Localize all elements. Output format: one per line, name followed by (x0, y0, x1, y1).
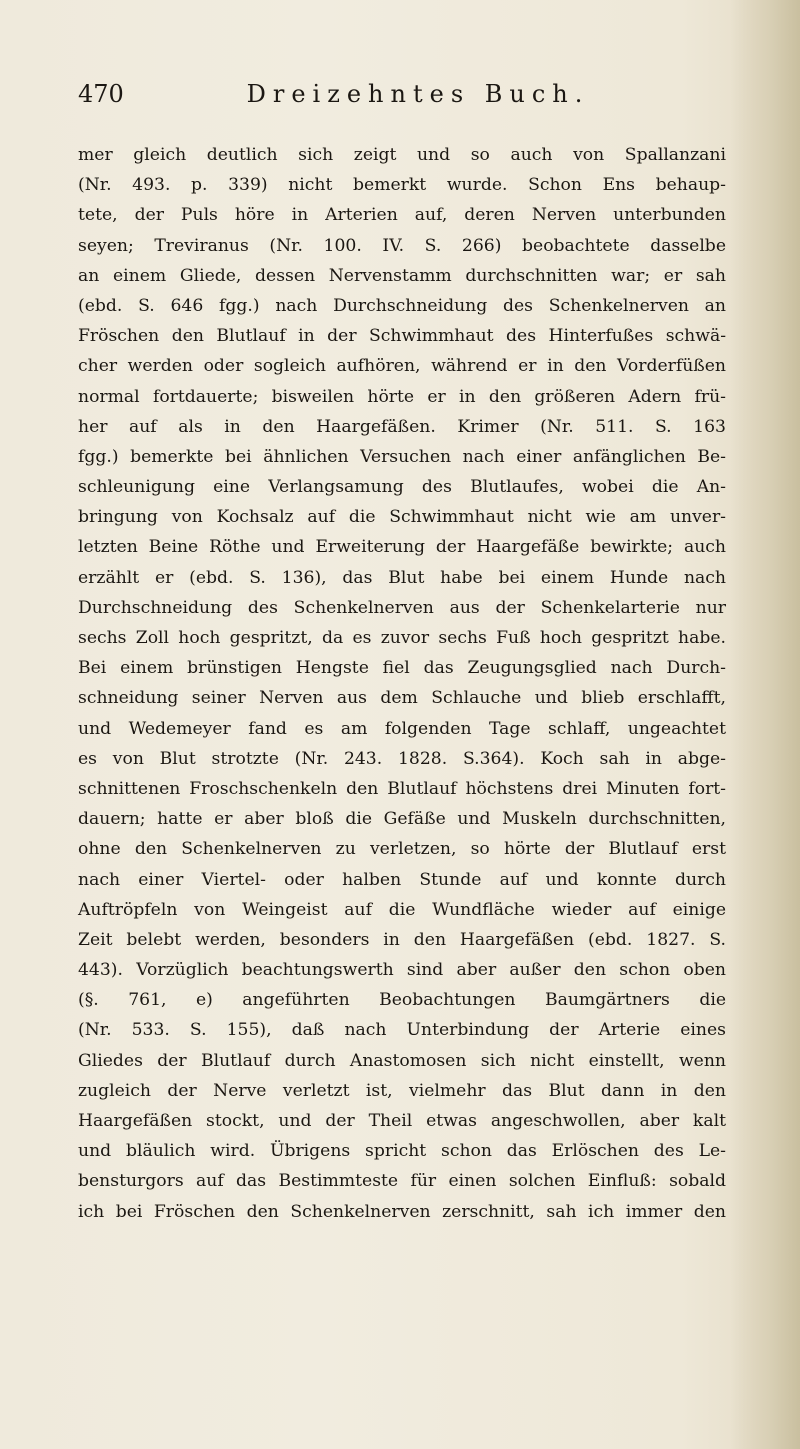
text-line: fgg.) bemerkte bei ähnlichen Versuchen nach einer anfänglichen Be- (78, 446, 726, 467)
text-line: dauern; hatte er aber bloß die Gefäße und Muskeln durchschnitten, (78, 809, 726, 830)
text-line: cher werden oder sogleich aufhören, während er in den Vorderfüßen (78, 356, 726, 377)
text-line: tete, der Puls höre in Arterien auf, deren Nerven unterbunden (78, 205, 726, 226)
running-head: Dreizehntes Buch. (246, 80, 590, 108)
text-line: Auftröpfeln von Weingeist auf die Wundfläche wieder auf einige (78, 899, 726, 920)
text-line: (Nr. 533. S. 155), daß nach Unterbindung der Arterie eines (78, 1020, 726, 1041)
page-edge-shadow (730, 0, 800, 1449)
text-line: Fröschen den Blutlauf in der Schwimmhaut des Hinterfußes schwä- (78, 326, 726, 347)
text-line: sechs Zoll hoch gespritzt, da es zuvor sechs Fuß hoch gespritzt habe. (78, 628, 726, 648)
text-line: (§. 761, e) angeführten Beobachtungen Baumgärtners die (78, 990, 726, 1011)
text-line: seyen; Treviranus (Nr. 100. IV. S. 266) beobachtete dasselbe (78, 235, 726, 256)
text-line: an einem Gliede, dessen Nervenstamm durchschnitten war; er sah (78, 265, 726, 286)
text-line: und bläulich wird. Übrigens spricht schon das Erlöschen des Le- (78, 1141, 726, 1162)
text-line: schnittenen Froschschenkeln den Blutlauf höchstens drei Minuten fort- (78, 778, 726, 799)
text-line: schleunigung eine Verlangsamung des Blutlaufes, wobei die An- (78, 477, 726, 498)
page-number: 470 (78, 80, 124, 108)
text-line: her auf als in den Haargefäßen. Krimer (Nr. 511. S. 163 (78, 416, 726, 437)
text-line: nach einer Viertel- oder halben Stunde auf und konnte durch (78, 869, 726, 890)
text-line: Gliedes der Blutlauf durch Anastomosen sich nicht einstellt, wenn (78, 1050, 726, 1071)
text-line: bensturgors auf das Bestimmteste für einen solchen Einfluß: sobald (78, 1171, 726, 1192)
text-line: und Wedemeyer fand es am folgenden Tage schlaff, ungeachtet (78, 718, 726, 739)
body-text (78, 140, 726, 1227)
text-line: zugleich der Nerve verletzt ist, vielmehr das Blut dann in den (78, 1080, 726, 1101)
text-line: Zeit belebt werden, besonders in den Haargefäßen (ebd. 1827. S. (78, 929, 726, 950)
text-line: Durchschneidung des Schenkelnerven aus der Schenkelarterie nur (78, 597, 726, 618)
text-line: (Nr. 493. p. 339) nicht bemerkt wurde. Schon Ens behaup- (78, 175, 726, 196)
text-line: erzählt er (ebd. S. 136), das Blut habe bei einem Hunde nach (78, 567, 726, 588)
text-line: (ebd. S. 646 fgg.) nach Durchschneidung des Schenkelnerven an (78, 295, 726, 316)
text-line: ich bei Fröschen den Schenkelnerven zerschnitt, sah ich immer den (78, 1201, 726, 1222)
text-line: normal fortdauerte; bisweilen hörte er in den größeren Adern frü- (78, 386, 726, 407)
text-line: ohne den Schenkelnerven zu verletzen, so hörte der Blutlauf erst (78, 839, 726, 860)
text-line: schneidung seiner Nerven aus dem Schlauche und blieb erschlafft, (78, 688, 726, 709)
page-header (78, 74, 718, 110)
text-line: Haargefäßen stockt, und der Theil etwas angeschwollen, aber kalt (78, 1111, 726, 1131)
text-line: mer gleich deutlich sich zeigt und so auch von Spallanzani (78, 145, 726, 165)
text-line: Bei einem brünstigen Hengste fiel das Zeugungsglied nach Durch- (78, 658, 726, 679)
text-line: letzten Beine Röthe und Erweiterung der Haargefäße bewirkte; auch (78, 537, 726, 558)
text-line: es von Blut strotzte (Nr. 243. 1828. S.364). Koch sah in abge- (78, 748, 726, 769)
text-line: 443). Vorzüglich beachtungswerth sind aber außer den schon oben (78, 960, 726, 981)
text-line: bringung von Kochsalz auf die Schwimmhaut nicht wie am unver- (78, 507, 726, 528)
